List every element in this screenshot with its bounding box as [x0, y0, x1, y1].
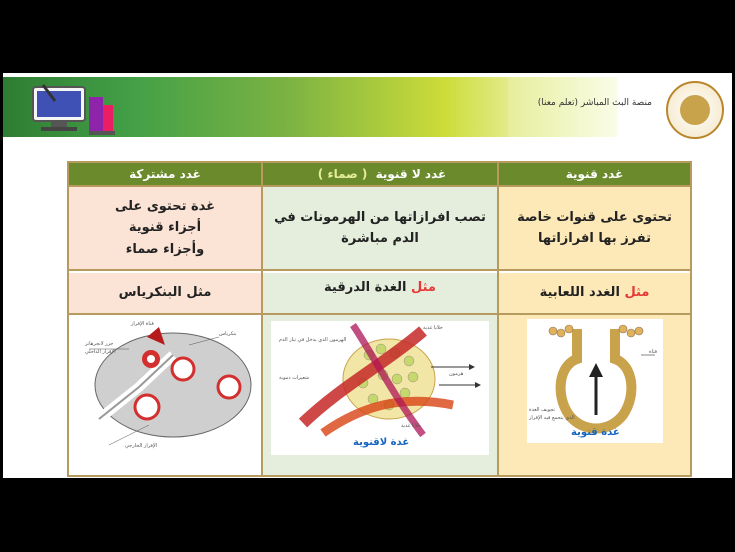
example-prefix: مثل	[410, 280, 436, 295]
description-line: وأجزاء صماء	[125, 241, 205, 257]
label-capillaries: شعيرات دموية	[279, 375, 310, 381]
column-mixed-glands	[69, 163, 263, 475]
example-name: الغدد اللعابية	[539, 285, 620, 300]
computer-icon	[31, 83, 117, 139]
description-endocrine-glands	[263, 187, 497, 271]
label-hormone-blood: الهرمون الذي يدخل في تيار الدم	[279, 337, 347, 343]
label-external: الإفراز الخارجي	[125, 443, 158, 449]
example-mixed-glands: مثل البنكرياس	[69, 273, 261, 315]
column-endocrine-glands	[263, 163, 499, 475]
description-exocrine-glands	[499, 187, 690, 271]
header-text: غدد لا قنوية	[375, 167, 447, 181]
description-line: تصب افرازاتها من الهرمونات في	[274, 209, 486, 225]
label-cells-bottom: خلايا غدية	[401, 423, 421, 429]
ministry-logo	[666, 81, 724, 139]
header-exocrine-glands: غدد قنوية	[499, 163, 690, 187]
label-duct: قناة الإفراز	[131, 321, 154, 327]
example-prefix: مثل	[624, 285, 650, 300]
label-pancreas: بنكرياس	[219, 331, 237, 337]
description-line: تفرز بها افرازاتها	[538, 231, 652, 246]
banner	[3, 73, 732, 148]
pancreas-diagram	[69, 315, 261, 475]
label-duct: فتاة	[649, 349, 658, 355]
image-cell-mixed	[69, 315, 261, 475]
description-line: أجزاء قنوية	[128, 220, 202, 236]
header-accent: ( صماء )	[317, 167, 368, 181]
example-exocrine-glands	[499, 273, 690, 315]
label-secretion: الذي يتجمع فيه الإفراز	[529, 415, 575, 421]
image-cell-exocrine	[499, 315, 690, 475]
label-gland-cells: خلايا غدية	[423, 325, 443, 331]
column-exocrine-glands	[499, 163, 690, 475]
platform-title: منصة البث المباشر (تعلم معنا)	[537, 98, 652, 108]
screen-frame	[3, 73, 732, 478]
description-line: الدم مباشرة	[341, 231, 419, 246]
description-mixed-glands	[69, 187, 261, 271]
caption-endocrine: غدة لاقنوية	[353, 437, 410, 448]
header-endocrine-glands	[263, 163, 497, 187]
description-line: غدة تحتوى على	[114, 198, 216, 214]
caption-exocrine: غدة قنوية	[571, 427, 620, 438]
glands-comparison-table	[67, 161, 692, 477]
label-internal: الإفراز الداخلي	[85, 349, 116, 355]
description-line: تحتوى على قنوات خاصة	[517, 209, 672, 225]
image-cell-endocrine	[263, 315, 497, 475]
example-name: الغدة الدرقية	[324, 280, 407, 295]
salivary-gland-diagram	[499, 315, 690, 475]
header-mixed-glands: غدد مشتركة	[69, 163, 261, 187]
label-islets: جزر لانجرهانز	[85, 341, 114, 347]
label-cavity: تجويف الغدة	[529, 407, 555, 413]
label-hormone: هرمون	[449, 371, 464, 377]
example-endocrine-glands	[263, 273, 497, 315]
